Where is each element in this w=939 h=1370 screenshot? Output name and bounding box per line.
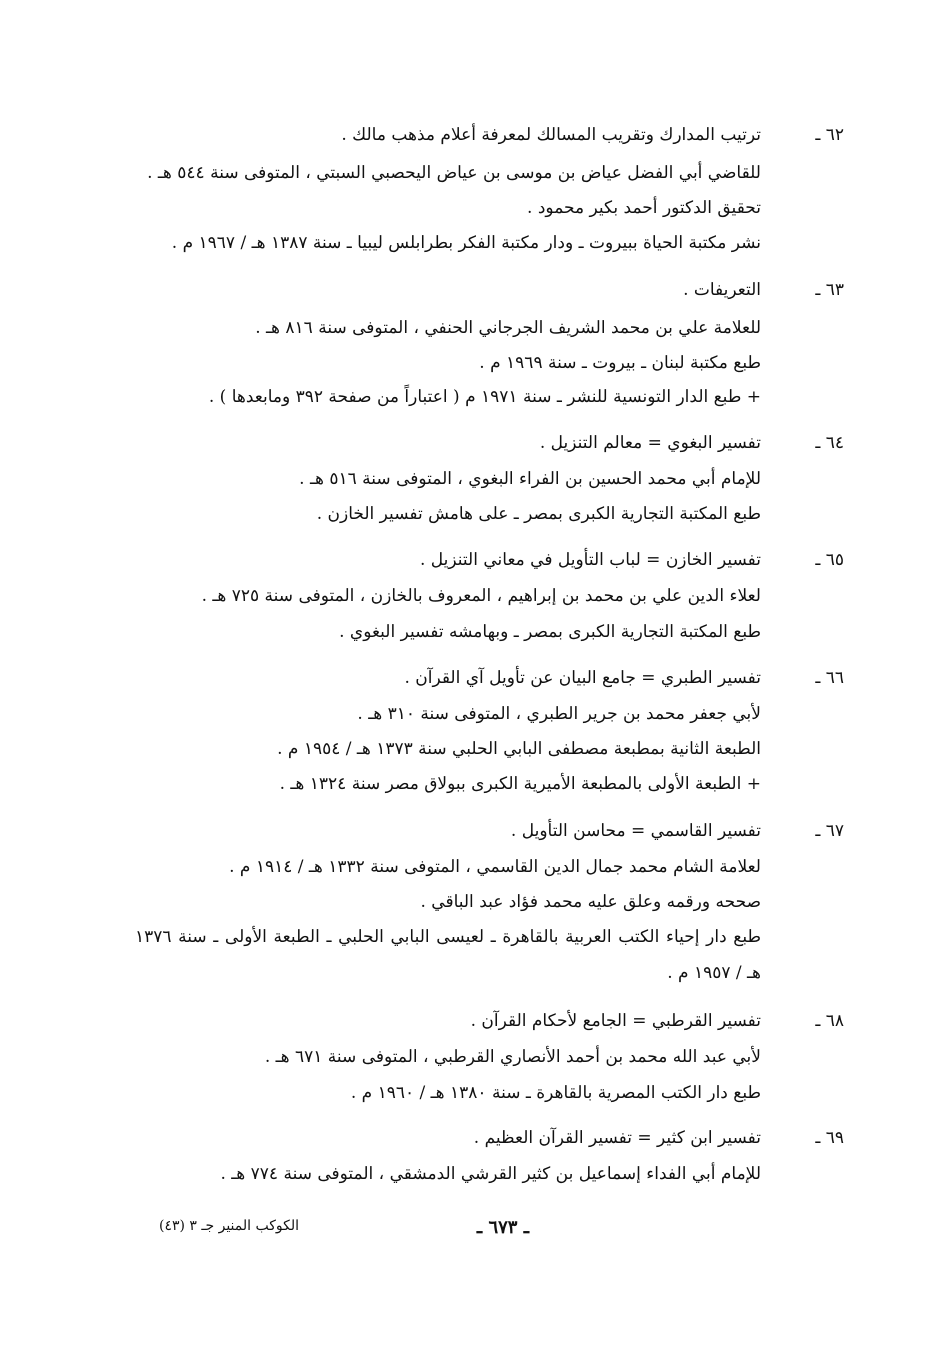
entry-line: لعلامة الشام محمد جمال الدين القاسمي ، المتوفى سنة ١٣٣٢ هـ / ١٩١٤ م . [229,857,761,877]
entry-line: لعلاء الدين علي بن محمد بن إبراهيم ، المعروف بالخازن ، المتوفى سنة ٧٢٥ هـ . [201,586,761,606]
entry-number: ٦٧ ـ [815,821,844,841]
entry-line: للإمام أبي الفداء إسماعيل بن كثير القرشي الدمشقي ، المتوفى سنة ٧٧٤ هـ . [220,1164,761,1184]
entry-line: طبع المكتبة التجارية الكبرى بمصر ـ وبهامشه تفسير البغوي . [339,622,761,642]
entry-line: الطبعة الثانية بمطبعة مصطفى البابي الحلبي سنة ١٣٧٣ هـ / ١٩٥٤ م . [277,739,761,759]
entry-number: ٦٨ ـ [815,1011,844,1031]
entry-line: تحقيق الدكتور أحمد بكير محمود . [527,198,761,218]
entry-number: ٦٩ ـ [815,1128,844,1148]
entry-number: ٦٤ ـ [815,433,844,453]
entry-title: ترتيب المدارك وتقريب المسالك لمعرفة أعلام مذهب مالك . [341,125,761,145]
entry-line: طبع دار الكتب المصرية بالقاهرة ـ سنة ١٣٨٠ هـ / ١٩٦٠ م . [350,1083,761,1103]
entry-line: + الطبعة الأولى بالمطبعة الأميرية الكبرى ببولاق مصر سنة ١٣٢٤ هـ . [279,774,761,794]
entry-title: تفسير القاسمي = محاسن التأويل . [510,821,761,841]
entry-line: لأبي عبد الله محمد بن أحمد الأنصاري القرطبي ، المتوفى سنة ٦٧١ هـ . [264,1047,761,1067]
entry-number: ٦٥ ـ [815,550,844,570]
entry-title: تفسير الخازن = لباب التأويل في معاني التنزيل . [420,550,761,570]
entry-title: تفسير ابن كثير = تفسير القرآن العظيم . [473,1128,761,1148]
entry-title: التعريفات . [683,280,761,300]
entry-title: تفسير القرطبي = الجامع لأحكام القرآن . [470,1011,761,1031]
entry-line: لأبي جعفر محمد بن جرير الطبري ، المتوفى سنة ٣١٠ هـ . [357,704,761,724]
entry-line: صححه ورقمه وعلق عليه محمد فؤاد عبد الباقي . [420,892,761,912]
entry-number: ٦٣ ـ [815,280,844,300]
entry-line: + طبع الدار التونسية للنشر ـ سنة ١٩٧١ م ( اعتباراً من صفحة ٣٩٢ ومابعدها ) . [208,387,761,407]
entry-line: طبع المكتبة التجارية الكبرى بمصر ـ على هامش تفسير الخازن . [316,504,761,524]
page-number: ـ ٦٧٣ ـ [476,1217,529,1238]
entry-number: ٦٢ ـ [815,125,844,145]
entry-line: للعلامة علي بن محمد الشريف الجرجاني الحنفي ، المتوفى سنة ٨١٦ هـ . [255,318,761,338]
entry-number: ٦٦ ـ [815,668,844,688]
entry-line: طبع مكتبة لبنان ـ بيروت ـ سنة ١٩٦٩ م . [479,353,761,373]
entry-title: تفسير الطبري = جامع البيان عن تأويل آي القرآن . [404,668,761,688]
entry-line: للإمام أبي محمد الحسين بن الفراء البغوي ، المتوفى سنة ٥١٦ هـ . [299,469,761,489]
entry-title: تفسير البغوي = معالم التنزيل . [539,433,761,453]
entry-line: طبع دار إحياء الكتب العربية بالقاهرة ـ لعيسى البابي الحلبي ـ الطبعة الأولى ـ سنة ١٣٧٦ هـ / ١٩٥٧ م . [135,927,761,983]
entry-line: للقاضي أبي الفضل عياض بن موسى بن عياض اليحصبي السبتي ، المتوفى سنة ٥٤٤ هـ . [147,163,761,183]
entry-line: نشر مكتبة الحياة ببيروت ـ ودار مكتبة الفكر بطرابلس ليبيا ـ سنة ١٣٨٧ هـ / ١٩٦٧ م . [171,233,761,253]
running-footer-title: الكوكب المنير جـ ٣ (٤٣) [158,1218,299,1234]
